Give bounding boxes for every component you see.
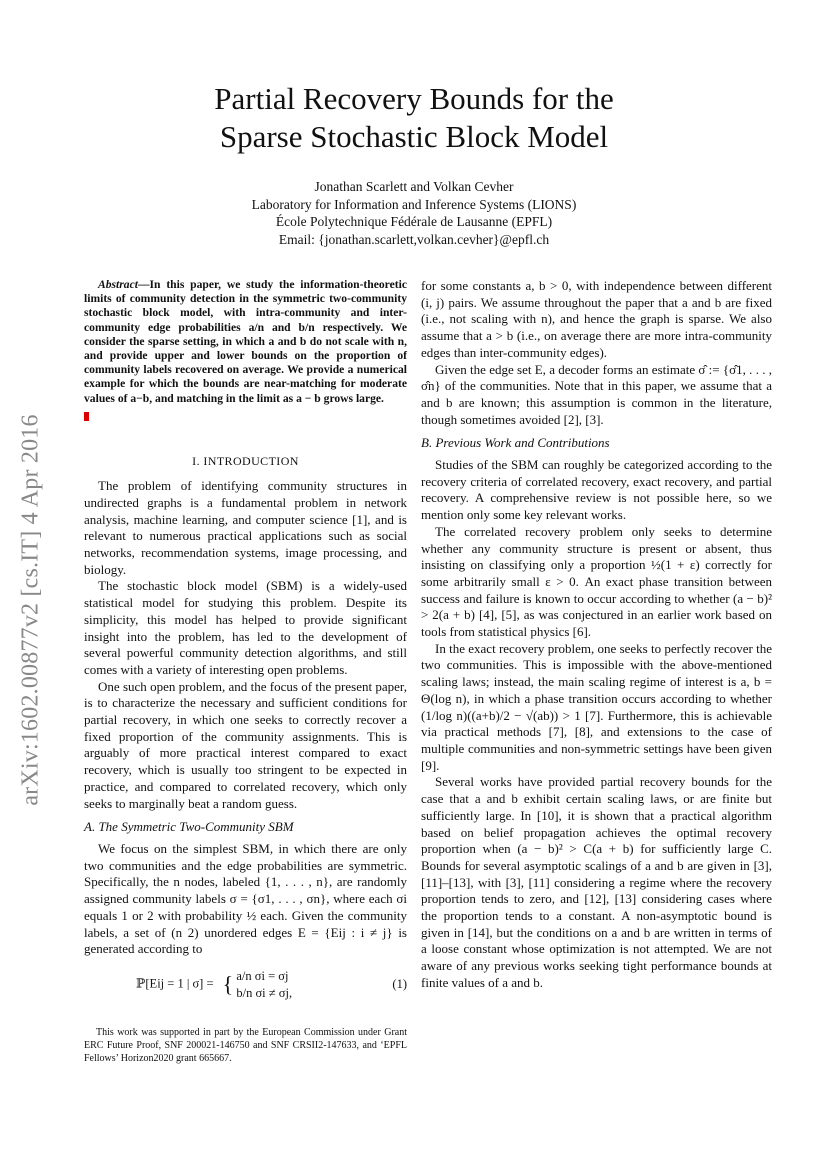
equation-case-2: b/n σi ≠ σj,: [236, 985, 293, 1000]
author-email: Email: {jonathan.scarlett,volkan.cevher}@epfl.ch: [278, 231, 550, 247]
abstract: [84, 278, 407, 406]
intro-paragraph-2: The stochastic block model (SBM) is a widely-used statistical model for studying this problem. Despite its simplicity, this model has helped to provide significant insight into the problem, has led to the development of several powerful community detection algorithms, and still comes with a variety of interesting open problems.: [84, 578, 407, 677]
right-paragraph-6: Several works have provided partial recovery bounds for the case that a and b exhibit certain scaling laws, or are finite but sufficiently large. In [10], it is shown that a practical algorithm based on belief propagation achieves the optimal recovery proportion when (a − b)² > C(a + b) for sufficiently large C. Bounds for several asymptotic scalings of a and b are given in [3], [11]–[13], with [3], [11] considering a regime where the recovery proportion tends to zero, and [12], [13] considering cases where the proportion tends to a constant. A non-asymptotic bound is given in [14], but the conditions on a and b are written in terms of a loose constant whose optimization is not attempted. We are not aware of any previous works seeking tight performance bounds at finite values of a and b.: [421, 774, 772, 990]
abstract-label: Abstract—: [98, 278, 150, 291]
paper-title: [0, 80, 828, 156]
title-line-1: Partial Recovery Bounds for the: [214, 81, 614, 116]
red-marker: [84, 412, 89, 421]
left-column: [84, 278, 407, 1065]
section-heading-introduction: I. INTRODUCTION: [192, 453, 299, 468]
subsection-heading-a: A. The Symmetric Two-Community SBM: [84, 819, 294, 835]
arxiv-identifier: arXiv:1602.00877v2 [cs.IT] 4 Apr 2016: [17, 414, 44, 806]
intro-paragraph-1: The problem of identifying community structures in undirected graphs is a fundamental problem in network analysis, machine learning, and computer science [1], and is relevant to numerous practical applications such as social networks, recommendation systems, image processing, and biology.: [84, 478, 407, 577]
funding-footnote: This work was supported in part by the European Commission under Grant ERC Future Proof, SNF 200021-146750 and SNF CRSII2-147633, and ‘EPFL Fellows’ Horizon2020 grant 665667.: [84, 1027, 407, 1064]
equation-cases: { a/n σi = σj b/n σi ≠ σj,: [222, 968, 293, 1000]
author-names: Jonathan Scarlett and Volkan Cevher: [314, 179, 514, 194]
affiliation-school: École Polytechnique Fédérale de Lausanne (EPFL): [275, 214, 553, 229]
intro-paragraph-3: One such open problem, and the focus of the present paper, is to characterize the necessary and sufficient conditions for partial recovery, in which one seeks to correctly recover a fixed proportion of the community assignments. This is arguably of more practical interest compared to exact recovery, which is usually too stringent to be expected in practice, and compared to correlated recovery, which only seeks to marginally beat a random guess.: [84, 678, 407, 811]
right-paragraph-3: Studies of the SBM can roughly be categorized according to the recovery criteria of correlated recovery, exact recovery, and partial recovery. A comprehensive review is not possible here, so we mention only some key relevant works.: [421, 457, 772, 523]
equation-number: (1): [392, 977, 407, 992]
subsection-a-paragraph: We focus on the simplest SBM, in which there are only two communities and the edge probabilities are symmetric. Specifically, the n nodes, labeled {1, . . . , n}, are randomly assigned community labels σ = {σ1, . . . , σn}, where each σi equals 1 or 2 with probability ½ each. Given the community labels, a set of (n 2) unordered edges E = {Eij : i ≠ j} is generated according to: [84, 841, 407, 957]
right-paragraph-5: In the exact recovery problem, one seeks to perfectly recover the two communities. This is impossible with the above-mentioned scaling laws; instead, the main scaling regime of interest is a, b = Θ(log n), in which a phase transition occurs according to whether (1/log n)((a+b)/2 − √(ab)) > 1 [7]. Furthermore, this is achievable via practical methods [7], [8], and extensions to the case of multiple communities and non-symmetric settings have been given [9].: [421, 640, 772, 773]
right-column: [421, 278, 772, 992]
title-line-2: Sparse Stochastic Block Model: [219, 119, 609, 154]
author-block: [0, 178, 828, 248]
equation-case-1: a/n σi = σj: [236, 968, 289, 983]
right-paragraph-4: The correlated recovery problem only seeks to determine whether any community structure is present or absent, thus insisting on classifying only a proportion ½(1 + ε) correctly for some arbitrarily small ε > 0. An exact phase transition between success and failure is known to occur according to whether (a − b)² > 2(a + b) [4], [5], as was conjectured in an earlier work based on tools from statistical physics [6].: [421, 523, 772, 640]
arxiv-sidebar-stamp: [6, 380, 56, 840]
equation-lhs: ℙ[Eij = 1 | σ] =: [136, 976, 214, 991]
right-paragraph-1: for some constants a, b > 0, with independence between different (i, j) pairs. We assume throughout the paper that a and b are fixed (i.e., not scaling with n), and hence the graph is sparse. We also assume that a > b (i.e., on average there are more intra-community edges than inter-community edges).: [421, 278, 772, 360]
right-paragraph-2: Given the edge set E, a decoder forms an estimate σ̂ := {σ̂1, . . . , σ̂n} of the communities. Note that in this paper, we assume that a and b are known; this assumption is common in the literature, though sometimes avoided [2], [3].: [421, 361, 772, 427]
equation-1: [84, 968, 407, 1001]
subsection-heading-b: B. Previous Work and Contributions: [421, 435, 610, 451]
abstract-text: In this paper, we study the information-theoretic limits of community detection in the symmetric two-community stochastic block model, with intra-community and inter-community edge probabilities a/n and b/n respectively. We consider the sparse setting, in which a and b do not scale with n, and provide upper and lower bounds on the proportion of community labels recovered on average. We provide a numerical example for which the bounds are near-matching for moderate values of a−b, and matching in the limit as a − b grows large.: [84, 278, 407, 405]
affiliation-lab: Laboratory for Information and Inference Systems (LIONS): [251, 196, 577, 212]
